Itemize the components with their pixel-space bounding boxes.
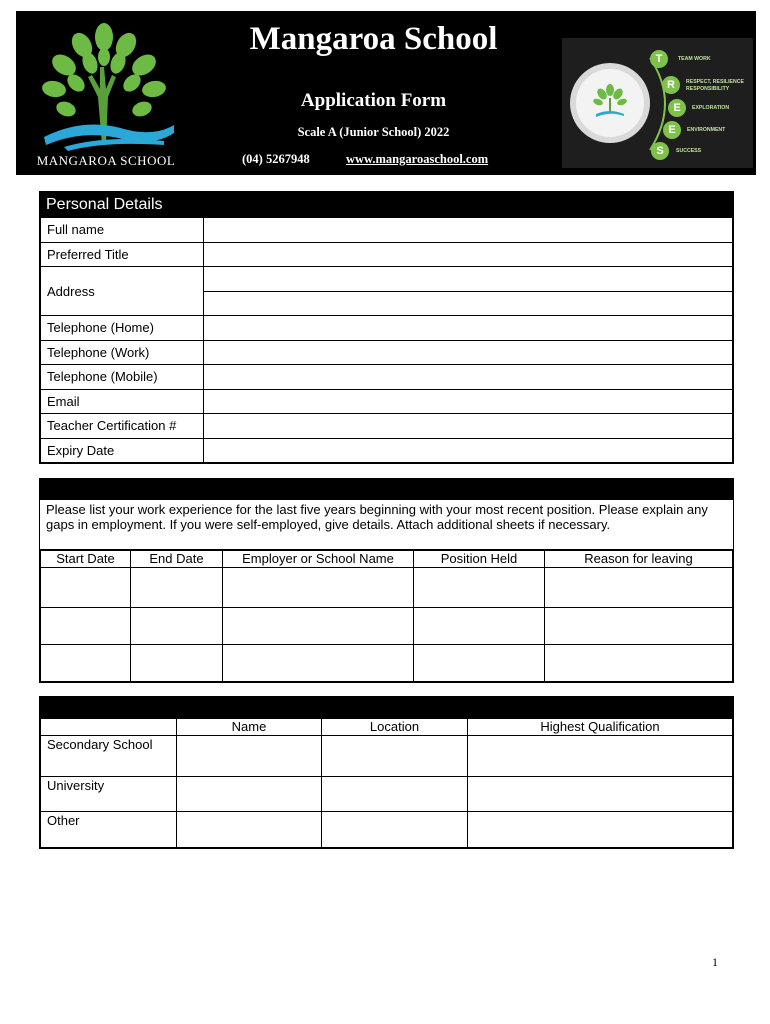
reason-cell[interactable] bbox=[545, 568, 733, 608]
location-cell[interactable] bbox=[322, 777, 468, 812]
row-label: Secondary School bbox=[41, 736, 177, 777]
end-date-cell[interactable] bbox=[131, 608, 223, 645]
school-website-link[interactable]: www.mangaroaschool.com bbox=[346, 152, 489, 166]
table-row bbox=[41, 218, 733, 243]
table-row bbox=[41, 777, 733, 812]
table-row bbox=[41, 568, 733, 608]
qualification-cell[interactable] bbox=[468, 812, 733, 848]
qualification-cell[interactable] bbox=[468, 736, 733, 777]
form-scale: Scale A (Junior School) 2022 bbox=[297, 125, 450, 139]
school-logo bbox=[24, 17, 184, 169]
name-cell[interactable] bbox=[177, 777, 322, 812]
table-row bbox=[41, 812, 733, 848]
column-header: Reason for leaving bbox=[545, 551, 733, 568]
header-banner bbox=[16, 11, 756, 175]
position-cell[interactable] bbox=[414, 568, 545, 608]
table-row bbox=[41, 389, 733, 414]
table-row bbox=[41, 736, 733, 777]
work-experience-table bbox=[40, 550, 733, 682]
column-header: Employer or School Name bbox=[223, 551, 414, 568]
preferred-title-field[interactable] bbox=[204, 242, 733, 267]
end-date-cell[interactable] bbox=[131, 568, 223, 608]
reason-cell[interactable] bbox=[545, 645, 733, 682]
start-date-cell[interactable] bbox=[41, 645, 131, 682]
table-row bbox=[41, 608, 733, 645]
start-date-cell[interactable] bbox=[41, 568, 131, 608]
location-cell[interactable] bbox=[322, 812, 468, 848]
table-row bbox=[41, 438, 733, 463]
expiry-date-field[interactable] bbox=[204, 438, 733, 463]
table-header-row bbox=[41, 719, 733, 736]
education-table bbox=[40, 718, 733, 848]
personal-details-table bbox=[40, 217, 733, 463]
table-header-row bbox=[41, 551, 733, 568]
education-heading-bar bbox=[40, 697, 733, 718]
position-cell[interactable] bbox=[414, 645, 545, 682]
personal-details-heading: Personal Details bbox=[40, 192, 733, 217]
column-header: Location bbox=[322, 719, 468, 736]
address-field-line-2[interactable] bbox=[204, 291, 733, 316]
telephone-mobile-field[interactable] bbox=[204, 365, 733, 390]
address-field-line-1[interactable] bbox=[204, 267, 733, 292]
telephone-work-field[interactable] bbox=[204, 340, 733, 365]
email-field[interactable] bbox=[204, 389, 733, 414]
field-label: Address bbox=[41, 267, 204, 316]
personal-details-section bbox=[39, 191, 734, 464]
row-label: University bbox=[41, 777, 177, 812]
logo-school-name: MANGAROA SCHOOL bbox=[36, 153, 176, 168]
school-values-graphic: T TEAM WORK R RESPECT, RESILIENCE RESPONSIBILITY E EXPLORATION E ENVIRONMENT S SUCCESS bbox=[562, 38, 753, 168]
start-date-cell[interactable] bbox=[41, 608, 131, 645]
teacher-certification-field[interactable] bbox=[204, 414, 733, 439]
location-cell[interactable] bbox=[322, 736, 468, 777]
name-cell[interactable] bbox=[177, 736, 322, 777]
telephone-home-field[interactable] bbox=[204, 316, 733, 341]
employer-cell[interactable] bbox=[223, 645, 414, 682]
field-label: Preferred Title bbox=[41, 242, 204, 267]
school-phone: (04) 5267948 bbox=[242, 152, 310, 166]
school-name: Mangaroa School bbox=[249, 21, 498, 57]
table-row bbox=[41, 242, 733, 267]
field-label: Telephone (Mobile) bbox=[41, 365, 204, 390]
education-section bbox=[39, 696, 734, 849]
end-date-cell[interactable] bbox=[131, 645, 223, 682]
field-label: Full name bbox=[41, 218, 204, 243]
reason-cell[interactable] bbox=[545, 608, 733, 645]
table-row bbox=[41, 316, 733, 341]
table-row bbox=[41, 267, 733, 292]
form-title: Application Form bbox=[300, 90, 447, 111]
table-row bbox=[41, 645, 733, 682]
page-number: 1 bbox=[712, 955, 718, 969]
work-experience-section bbox=[39, 478, 734, 683]
employer-cell[interactable] bbox=[223, 568, 414, 608]
field-label: Telephone (Work) bbox=[41, 340, 204, 365]
column-header: Name bbox=[177, 719, 322, 736]
column-header: Position Held bbox=[414, 551, 545, 568]
field-label: Expiry Date bbox=[41, 438, 204, 463]
work-experience-instructions: Please list your work experience for the last five years beginning with your most recent position. Please explain any gaps in employment. If you were self-employed, give details. Attach additional sheets if necessary. bbox=[40, 500, 733, 550]
table-row bbox=[41, 414, 733, 439]
field-label: Telephone (Home) bbox=[41, 316, 204, 341]
row-label: Other bbox=[41, 812, 177, 848]
work-experience-heading-bar bbox=[40, 479, 733, 500]
employer-cell[interactable] bbox=[223, 608, 414, 645]
table-row bbox=[41, 365, 733, 390]
qualification-cell[interactable] bbox=[468, 777, 733, 812]
column-header: Highest Qualification bbox=[468, 719, 733, 736]
field-label: Teacher Certification # bbox=[41, 414, 204, 439]
tree-logo-icon bbox=[24, 17, 184, 157]
column-header bbox=[41, 719, 177, 736]
full-name-field[interactable] bbox=[204, 218, 733, 243]
column-header: End Date bbox=[131, 551, 223, 568]
position-cell[interactable] bbox=[414, 608, 545, 645]
name-cell[interactable] bbox=[177, 812, 322, 848]
field-label: Email bbox=[41, 389, 204, 414]
table-row bbox=[41, 340, 733, 365]
column-header: Start Date bbox=[41, 551, 131, 568]
